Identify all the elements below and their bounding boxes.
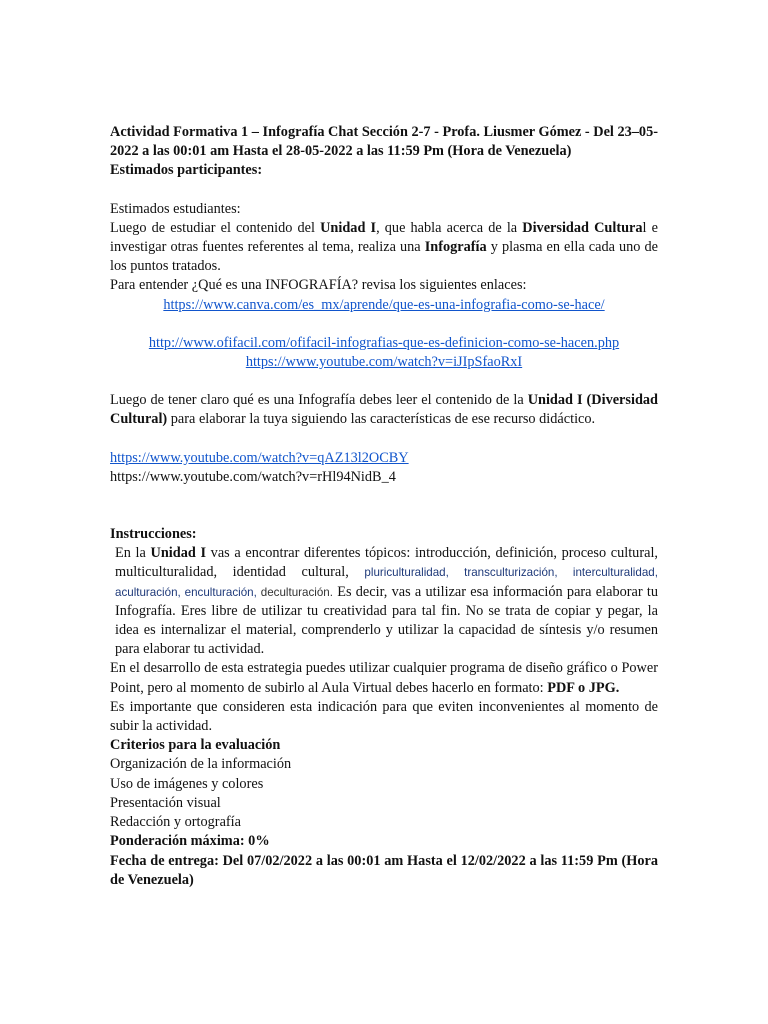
instructions-heading: Instrucciones:	[110, 526, 197, 543]
greeting-participants: Estimados participantes:	[110, 162, 263, 179]
greeting-students: Estimados estudiantes:	[110, 200, 241, 217]
topic-pluriculturalidad: pluriculturalidad	[364, 566, 446, 580]
link-canva[interactable]: https://www.canva.com/es_mx/aprende/que-es-una-infografia-como-se-hace/	[163, 296, 605, 313]
document-body	[110, 123, 658, 890]
topic-aculturacion: aculturación	[115, 585, 178, 599]
link-youtube-3: https://www.youtube.com/watch?v=rHl94NidB_4	[110, 468, 396, 485]
reading-paragraph: Luego de tener claro qué es una Infografía debes leer el contenido de la Unidad I (Diversidad Cultural) para elaborar la tuya siguiendo las características de ese recurso didáctico.	[110, 392, 658, 428]
topic-interculturalidad: interculturalidad	[572, 566, 655, 580]
max-weight: Ponderación máxima: 0%	[110, 833, 270, 850]
topic-deculturacion: deculturación.	[260, 585, 333, 599]
intro-paragraph: Luego de estudiar el contenido del Unidad I, que habla acerca de la Diversidad Cultural e investigar otras fuentes referentes al tema, realiza una Infografía y plasma en ella cada uno de los puntos tratados.	[110, 219, 659, 275]
link-youtube-1[interactable]: https://www.youtube.com/watch?v=iJIpSfaoRxI	[245, 354, 523, 371]
format-paragraph: En el desarrollo de esta estrategia puedes utilizar cualquier programa de diseño gráfico o Power Point, pero al momento de subirlo al Aula Virtual debes hacerlo en formato: PDF o JPG.	[110, 660, 658, 696]
criteria-heading: Criterios para la evaluación	[110, 737, 281, 754]
important-note: Es importante que consideren esta indicación para que eviten inconvenientes al momento de subir la actividad.	[110, 698, 658, 735]
link-youtube-2[interactable]: https://www.youtube.com/watch?v=qAZ13l2OCBY	[110, 449, 409, 466]
criteria-item: Redacción y ortografía	[110, 814, 241, 831]
criteria-item: Uso de imágenes y colores	[110, 775, 264, 792]
instructions-paragraph: En la Unidad I vas a encontrar diferentes tópicos: introducción, definición, proceso cultural, multiculturalidad, identidad cultural, pluriculturalidad, transculturización, interculturalidad, aculturación, enculturación, deculturación. Es decir, vas a utilizar esa información para elaborar tu Infografía. Eres libre de utilizar tu creatividad para tal fin. No se trata de copiar y pegar, la idea es internalizar el material, comprenderlo y utilizar la capacidad de síntesis y/o resumen para elaborar tu actividad.	[115, 545, 658, 658]
due-date: Fecha de entrega: Del 07/02/2022 a las 00:01 am Hasta el 12/02/2022 a las 11:59 Pm (Hora de Venezuela)	[110, 852, 658, 888]
infografia-question: Para entender ¿Qué es una INFOGRAFÍA? revisa los siguientes enlaces:	[110, 277, 527, 294]
criteria-item: Organización de la información	[110, 756, 292, 773]
link-ofifacil[interactable]: http://www.ofifacil.com/ofifacil-infografias-que-es-definicion-como-se-hacen.php	[148, 334, 620, 351]
topic-enculturacion: enculturación	[184, 585, 254, 599]
topic-transculturizacion: transculturización	[464, 566, 555, 580]
criteria-item: Presentación visual	[110, 794, 221, 811]
activity-title: Actividad Formativa 1 – Infografía Chat Sección 2-7 - Profa. Liusmer Gómez - Del 23–05-2022 a las 00:01 am Hasta el 28-05-2022 a las 11:59 Pm (Hora de Venezuela)	[110, 124, 658, 160]
